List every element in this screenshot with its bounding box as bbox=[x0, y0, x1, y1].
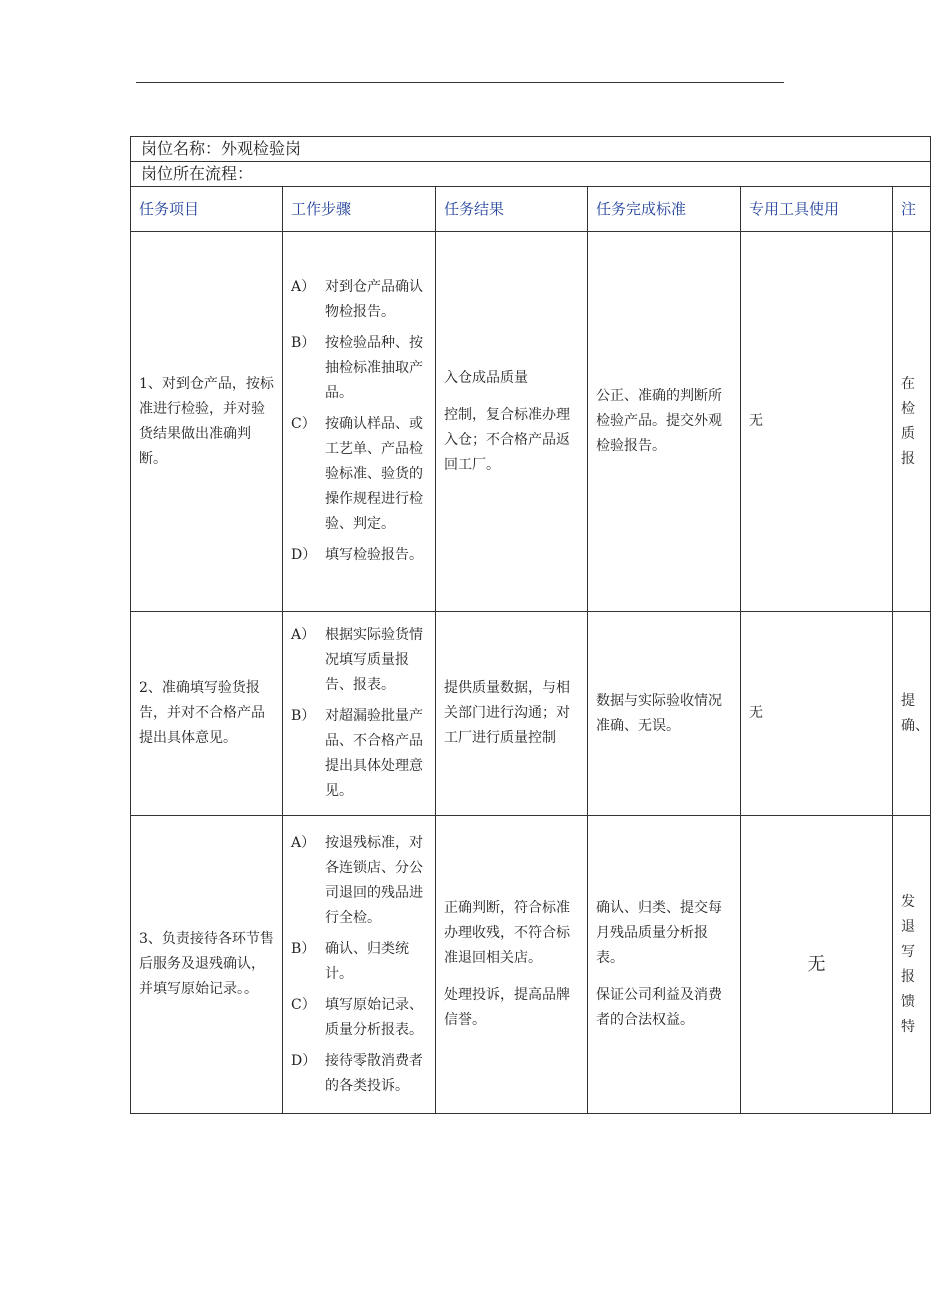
task-result-text: 入仓成品质量 bbox=[444, 369, 528, 386]
tool-cell bbox=[741, 816, 893, 1114]
task-result-cell bbox=[436, 612, 588, 816]
header-work-steps: 工作步骤 bbox=[283, 187, 436, 232]
table-header-row bbox=[131, 187, 931, 232]
steps-list bbox=[291, 275, 427, 568]
header-task-result: 任务结果 bbox=[436, 187, 588, 232]
notes-text: 退 bbox=[901, 918, 915, 935]
step-item bbox=[291, 412, 427, 537]
header-rule bbox=[136, 82, 784, 83]
task-item-cell bbox=[131, 816, 283, 1114]
notes-text: 在 bbox=[901, 375, 915, 392]
step-text: 按退残标准，对各连锁店、分公司退回的残品进行全检。 bbox=[325, 834, 423, 926]
table-row bbox=[131, 232, 931, 612]
step-item bbox=[291, 623, 427, 698]
steps-list bbox=[291, 831, 427, 1099]
position-name: 岗位名称：外观检验岗 bbox=[131, 137, 931, 162]
tool-text: 无 bbox=[749, 413, 763, 429]
notes-text: 发 bbox=[901, 893, 915, 910]
step-item bbox=[291, 831, 427, 931]
step-marker: D） bbox=[291, 547, 317, 563]
header-task-item: 任务项目 bbox=[131, 187, 283, 232]
position-process: 岗位所在流程： bbox=[131, 162, 931, 187]
work-steps-cell bbox=[283, 612, 436, 816]
table-row bbox=[131, 612, 931, 816]
task-result-text: 控制，复合标准办理入仓；不合格产品返回工厂。 bbox=[444, 406, 570, 473]
step-item bbox=[291, 1049, 427, 1099]
notes-text: 质 bbox=[901, 425, 915, 442]
completion-standard-text: 数据与实际验收情况准确、无误。 bbox=[596, 692, 722, 734]
notes-text: 馈 bbox=[901, 993, 915, 1010]
job-description-sheet bbox=[130, 136, 930, 1114]
notes-text: 检 bbox=[901, 400, 915, 417]
step-item bbox=[291, 275, 427, 325]
task-item-text: 3、负责接待各环节售后服务及退残确认，并填写原始记录。。 bbox=[139, 931, 274, 997]
notes-text: 提 bbox=[901, 692, 915, 709]
step-marker: B） bbox=[291, 335, 316, 351]
task-item-text: 1、对到仓产品，按标准进行检验，并对验货结果做出准确判断。 bbox=[139, 375, 274, 467]
task-item-cell bbox=[131, 232, 283, 612]
completion-standard-cell bbox=[588, 612, 741, 816]
task-result-text: 正确判断，符合标准办理收残，不符合标准退回相关店。 bbox=[444, 900, 570, 966]
step-item bbox=[291, 993, 427, 1043]
completion-standard-text: 公正、准确的判断所检验产品。提交外观检验报告。 bbox=[596, 388, 722, 454]
tool-text: 无 bbox=[749, 705, 763, 721]
work-steps-cell bbox=[283, 816, 436, 1114]
completion-standard-cell bbox=[588, 816, 741, 1114]
step-text: 确认、归类统计。 bbox=[325, 940, 409, 982]
header-tools: 专用工具使用 bbox=[741, 187, 893, 232]
notes-text: 特 bbox=[901, 1018, 915, 1035]
steps-list bbox=[291, 623, 427, 804]
step-item bbox=[291, 937, 427, 987]
step-item bbox=[291, 704, 427, 804]
notes-cell bbox=[893, 816, 931, 1114]
header-completion-standard: 任务完成标准 bbox=[588, 187, 741, 232]
notes-cell bbox=[893, 232, 931, 612]
notes-text: 报 bbox=[901, 450, 915, 467]
notes-cell bbox=[893, 612, 931, 816]
notes-text: 写 bbox=[901, 943, 915, 960]
step-text: 根据实际验货情况填写质量报告、报表。 bbox=[325, 627, 423, 693]
step-item bbox=[291, 331, 427, 406]
step-marker: A） bbox=[291, 279, 316, 295]
step-text: 接待零散消费者的各类投诉。 bbox=[325, 1052, 423, 1094]
header-notes: 注 bbox=[893, 187, 931, 232]
task-result-cell bbox=[436, 232, 588, 612]
task-result-text: 处理投诉，提高品牌信誉。 bbox=[444, 987, 570, 1028]
step-text: 对到仓产品确认物检报告。 bbox=[325, 279, 423, 320]
notes-text: 确、 bbox=[901, 717, 929, 734]
completion-standard-text: 确认、归类、提交每月残品质量分析报表。 bbox=[596, 900, 722, 966]
step-text: 填写原始记录、质量分析报表。 bbox=[325, 996, 423, 1038]
step-marker: A） bbox=[291, 834, 316, 851]
notes-text: 报 bbox=[901, 968, 915, 985]
step-marker: B） bbox=[291, 940, 316, 957]
tool-cell bbox=[741, 612, 893, 816]
step-text: 填写检验报告。 bbox=[325, 547, 423, 563]
task-result-text: 提供质量数据，与相关部门进行沟通；对工厂进行质量控制 bbox=[444, 680, 570, 746]
tool-cell bbox=[741, 232, 893, 612]
completion-standard-text: 保证公司利益及消费者的合法权益。 bbox=[596, 987, 722, 1028]
task-item-text: 2、准确填写验货报告，并对不合格产品提出具体意见。 bbox=[139, 680, 265, 746]
tool-text: 无 bbox=[807, 954, 826, 975]
step-marker: C） bbox=[291, 416, 316, 432]
step-text: 对超漏验批量产品、不合格产品提出具体处理意见。 bbox=[325, 708, 423, 799]
work-steps-cell bbox=[283, 232, 436, 612]
table-row bbox=[131, 816, 931, 1114]
step-text: 按检验品种、按抽检标准抽取产品。 bbox=[325, 335, 423, 401]
step-marker: C） bbox=[291, 996, 316, 1013]
task-result-cell bbox=[436, 816, 588, 1114]
step-marker: B） bbox=[291, 708, 316, 724]
completion-standard-cell bbox=[588, 232, 741, 612]
step-marker: D） bbox=[291, 1052, 317, 1069]
step-text: 按确认样品、或工艺单、产品检验标准、验货的操作规程进行检验、判定。 bbox=[325, 416, 423, 532]
task-table bbox=[130, 136, 931, 1114]
step-marker: A） bbox=[291, 627, 316, 643]
step-item bbox=[291, 543, 427, 568]
task-item-cell bbox=[131, 612, 283, 816]
